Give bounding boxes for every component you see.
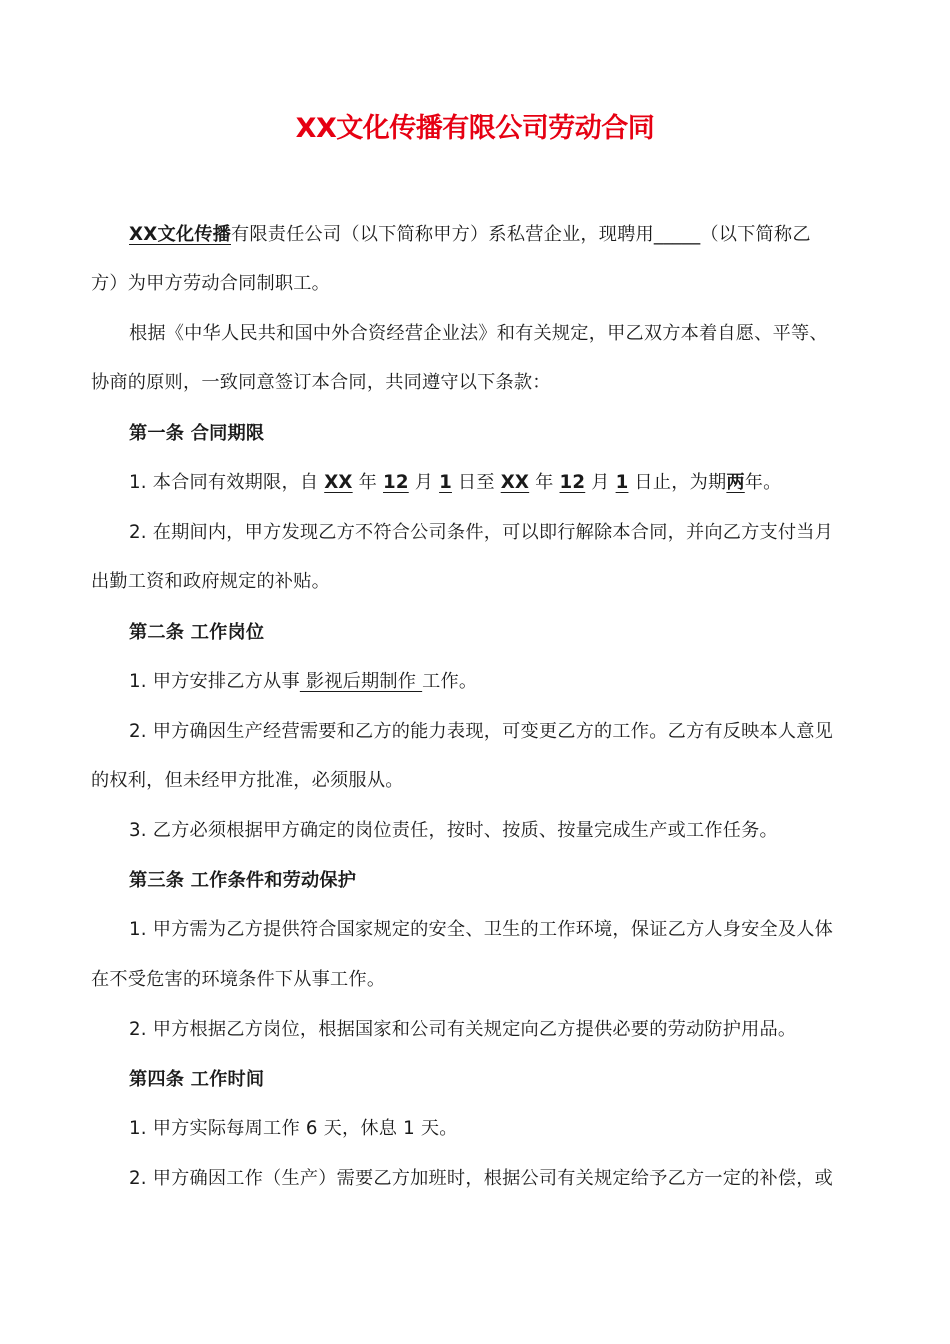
article-1-item-2-line-2: 出勤工资和政府规定的补贴。 [91,571,331,592]
end-month: 12 [559,472,586,493]
job-position: 影视后期制作 [299,671,423,692]
year-label: 年 [352,472,384,493]
article-4-heading: 第四条 工作时间 [129,1069,265,1090]
article-4-item-2-line-1: 2. 甲方确因工作（生产）需要乙方加班时，根据公司有关规定给予乙方一定的补偿，或 [129,1168,834,1189]
company-name: XX文化传播 [129,224,231,245]
month-label: 月 [585,472,616,493]
job-assignment-text: 1. 甲方安排乙方从事 [129,671,300,692]
article-4-item-1: 1. 甲方实际每周工作 6 天，休息 1 天。 [129,1118,458,1139]
article-3-item-1-line-1: 1. 甲方需为乙方提供符合国家规定的安全、卫生的工作环境，保证乙方人身安全及人体 [129,919,834,940]
day-end-label: 日止，为期 [628,472,727,493]
article-3-item-1-line-2: 在不受危害的环境条件下从事工作。 [91,969,386,990]
day-to-label: 日至 [451,472,501,493]
year-label: 年 [529,472,560,493]
start-day: 1 [439,472,452,493]
article-2-item-2-line-2: 的权利，但未经甲方批准，必须服从。 [91,770,404,791]
contract-period: 两 [726,472,745,493]
month-label: 月 [408,472,440,493]
article-3-item-2: 2. 甲方根据乙方岗位，根据国家和公司有关规定向乙方提供必要的劳动防护用品。 [129,1019,797,1040]
period-suffix: 年。 [744,472,782,493]
article-2-item-2-line-1: 2. 甲方确因生产经营需要和乙方的能力表现，可变更乙方的工作。乙方有反映本人意见 [129,721,834,742]
basis-paragraph-line-2: 协商的原则，一致同意签订本合同，共同遵守以下条款： [91,372,551,393]
end-day: 1 [615,472,629,493]
article-1-item-2-line-1: 2. 在期间内，甲方发现乙方不符合公司条件，可以即行解除本合同，并向乙方支付当月 [129,522,834,543]
article-2-item-3: 3. 乙方必须根据甲方确定的岗位责任，按时、按质、按量完成生产或工作任务。 [129,820,778,841]
article-3-heading: 第三条 工作条件和劳动保护 [129,870,357,891]
end-year: XX [500,472,530,493]
intro-line-1-text: 有限责任公司（以下简称甲方）系私营企业，现聘用_____（以下简称乙 [231,224,811,245]
job-assignment-suffix: 工作。 [422,671,478,692]
start-month: 12 [383,472,409,493]
intro-paragraph-line-2: 方）为甲方劳动合同制职工。 [91,273,331,294]
start-year: XX [324,472,353,493]
contract-term-text: 1. 本合同有效期限，自 [129,472,325,493]
intro-paragraph-line-1 [129,220,811,250]
article-1-heading: 第一条 合同期限 [129,423,265,444]
article-1-item-1 [129,468,782,498]
basis-paragraph-line-1: 根据《中华人民共和国中外合资经营企业法》和有关规定，甲乙双方本着自愿、平等、 [129,323,828,344]
article-2-heading: 第二条 工作岗位 [129,622,265,643]
article-2-item-1 [129,667,477,697]
document-title: XX文化传播有限公司劳动合同 [295,113,655,144]
